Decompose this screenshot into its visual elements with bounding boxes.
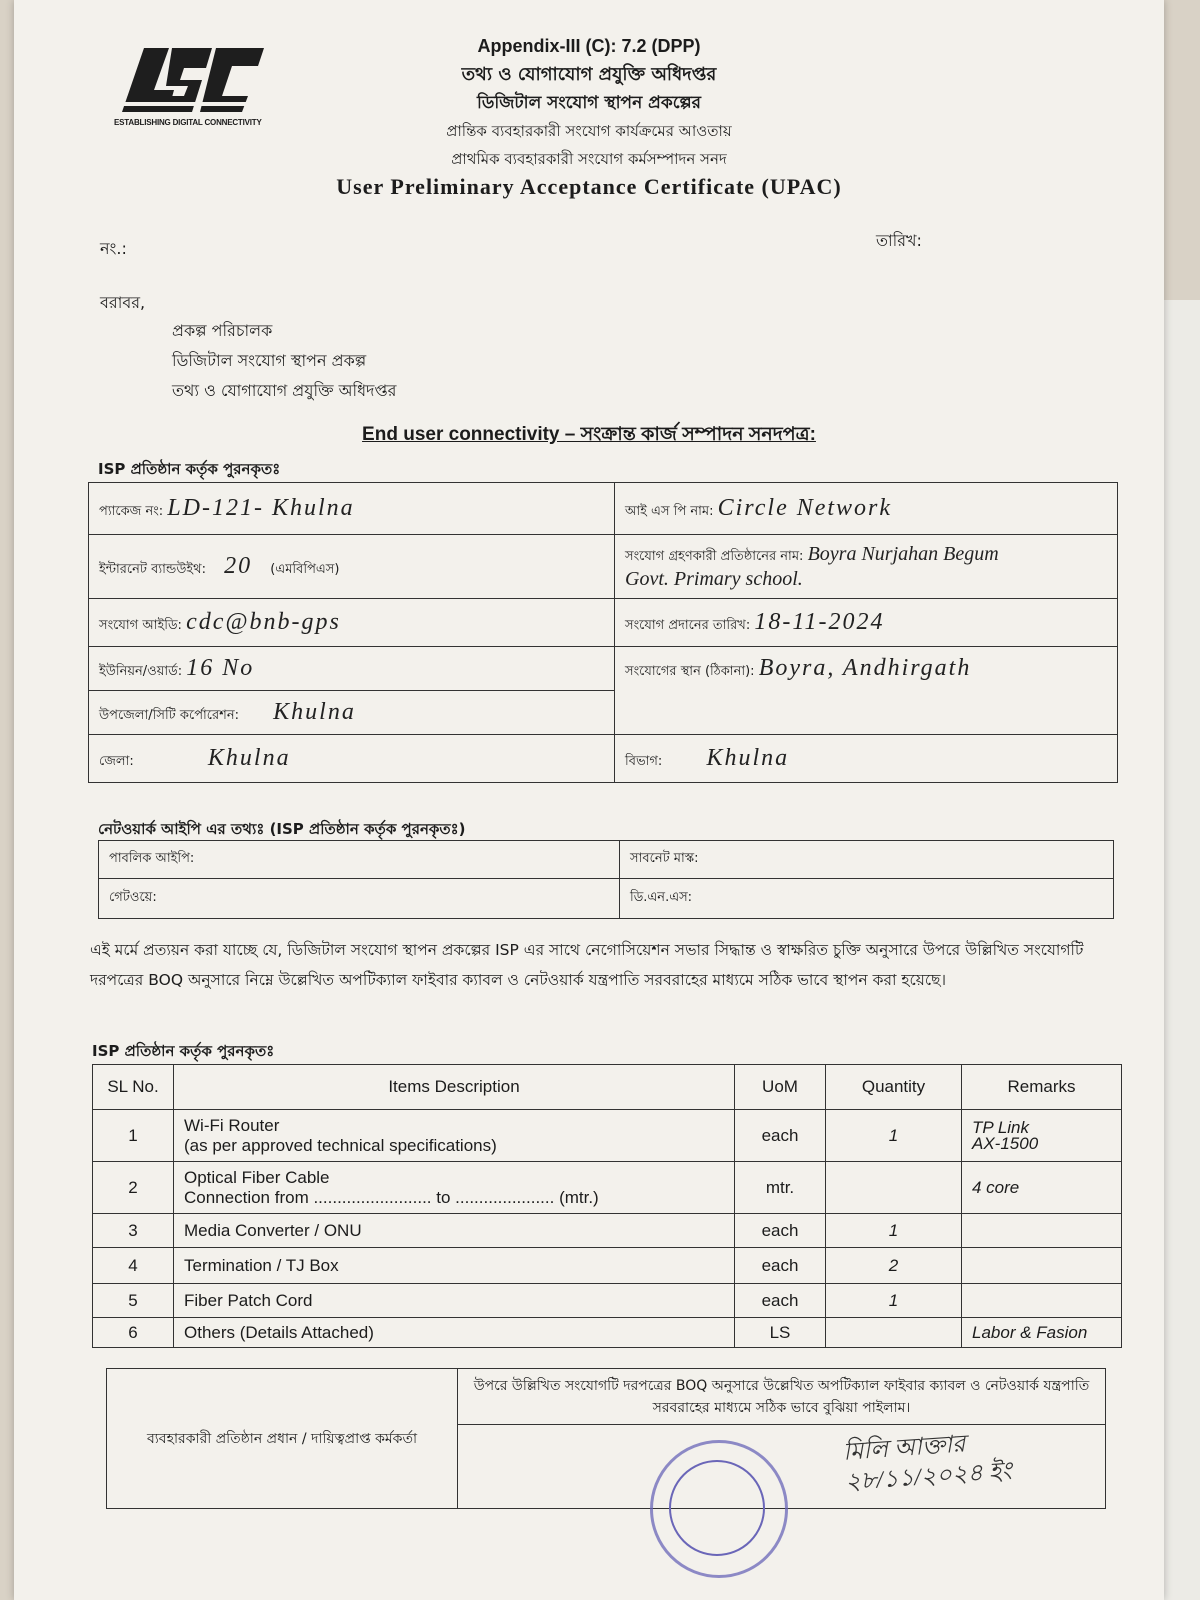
row-quantity: 1	[826, 1284, 962, 1318]
signature-date: ২৮/১১/২০২৪ ইং	[844, 1458, 1013, 1496]
row-quantity: 1	[826, 1110, 962, 1162]
recipient-cell	[615, 535, 1118, 599]
row-quantity	[826, 1318, 962, 1348]
ack-right-text-cell	[458, 1369, 1106, 1425]
connection-id-value: cdc@bnb-gps	[186, 608, 341, 635]
row-description	[174, 1162, 735, 1214]
district-cell	[89, 735, 615, 783]
row-remarks-line2: AX-1500	[972, 1133, 1039, 1153]
gateway-label: গেটওয়ে:	[109, 890, 157, 905]
number-label: নং.:	[100, 239, 127, 258]
row-remarks: Labor & Fasion	[962, 1318, 1122, 1348]
public-ip-label: পাবলিক আইপি:	[109, 851, 195, 866]
section-title: End user connectivity – সংক্রান্ত কার্জ সম্পাদন সনদপত্র:	[362, 424, 816, 445]
bandwidth-label: ইন্টারনেট ব্যান্ডউইথ:	[99, 561, 206, 577]
dns-cell	[620, 879, 1114, 919]
project-heading: ডিজিটাল সংযোগ স্থাপন প্রকল্পের	[476, 93, 702, 113]
district-label: জেলা:	[99, 753, 134, 769]
row-uom: each	[735, 1284, 826, 1318]
union-label: ইউনিয়ন/ওয়ার্ড:	[99, 663, 183, 679]
logo-tagline: ESTABLISHING DIGITAL CONNECTIVITY	[114, 118, 262, 127]
certification-paragraph: এই মর্মে প্রত্যয়ন করা যাচ্ছে যে, ডিজিটাল সংযোগ স্থাপন প্রকল্পের ISP এর সাথে নেগোসিয়েশন সভার সিদ্ধান্ত ও স্বাক্ষরিত চুক্তি অনুসারে উপরে উল্লিখিত সংযোগটি দরপত্রের BOQ অনুসারে নিম্নে উল্লেখিত অপটিক্যাল ফাইবার ক্যাবল ও নেটওয়ার্ক যন্ত্রপাতি সরবরাহের মাধ্যমে সঠিক ভাবে স্থাপন করা হয়েছে।	[90, 941, 1084, 989]
union-cell	[89, 647, 615, 691]
isp-name-label: আই এস পি নাম:	[625, 503, 714, 519]
table-row	[93, 1284, 1122, 1318]
row-description-line1: Wi-Fi Router	[184, 1115, 280, 1135]
row-quantity: 1	[826, 1214, 962, 1248]
subnet-cell	[620, 841, 1114, 879]
gateway-cell	[99, 879, 620, 919]
division-label: বিভাগ:	[625, 753, 663, 769]
date-label: তারিখ:	[876, 231, 922, 250]
subnet-label: সাবনেট মাস্ক:	[630, 851, 699, 866]
signature	[842, 1426, 1013, 1497]
row-uom: mtr.	[735, 1162, 826, 1214]
union-value: 16 No	[186, 654, 255, 681]
certificate-page	[14, 0, 1164, 1600]
row-sl: 4	[93, 1248, 174, 1284]
official-stamp-inner	[669, 1460, 765, 1556]
certificate-subheading: প্রাথমিক ব্যবহারকারী সংযোগ কর্মসম্পাদন সনদ	[451, 150, 727, 168]
row-quantity: 2	[826, 1248, 962, 1284]
network-info-title: নেটওয়ার্ক আইপি এর তথ্যঃ (ISP প্রতিষ্ঠান কর্তৃক পুরনকৃতঃ)	[98, 820, 466, 838]
addressee-line3: তথ্য ও যোগাযোগ প্রযুক্তি অধিদপ্তর	[172, 381, 397, 400]
row-remarks-line1: TP Link	[972, 1117, 1030, 1137]
row-uom: LS	[735, 1318, 826, 1348]
row-remarks	[962, 1248, 1122, 1284]
row-quantity	[826, 1162, 962, 1214]
connection-date-value: 18-11-2024	[754, 608, 885, 635]
table-row	[93, 1318, 1122, 1348]
bandwidth-unit: (এমবিপিএস)	[270, 561, 340, 577]
connection-date-cell	[615, 599, 1118, 647]
row-remarks	[962, 1284, 1122, 1318]
bandwidth-value: 20	[224, 552, 253, 579]
addressee-line1: প্রকল্প পরিচালক	[172, 321, 273, 340]
row-description: Media Converter / ONU	[174, 1214, 735, 1248]
package-label: প্যাকেজ নং:	[99, 503, 164, 519]
row-sl: 3	[93, 1214, 174, 1248]
items-header-row	[93, 1065, 1122, 1110]
row-description: Termination / TJ Box	[174, 1248, 735, 1284]
row-remarks	[962, 1110, 1122, 1162]
row-sl: 6	[93, 1318, 174, 1348]
items-table	[92, 1064, 1122, 1348]
items-filled-label: ISP প্রতিষ্ঠান কর্তৃক পুরনকৃতঃ	[92, 1042, 275, 1060]
package-cell	[89, 483, 615, 535]
connection-id-label: সংযোগ আইডি:	[99, 617, 182, 633]
isp-name-value: Circle Network	[717, 494, 893, 521]
division-cell	[615, 735, 1118, 783]
ack-left-cell	[107, 1369, 458, 1509]
row-remarks: 4 core	[962, 1162, 1122, 1214]
division-value: Khulna	[706, 744, 790, 771]
location-value: Boyra, Andhirgath	[758, 655, 972, 681]
certificate-title: User Preliminary Acceptance Certificate (UPAC)	[336, 174, 842, 199]
connection-info-table	[88, 482, 1118, 783]
header-remarks: Remarks	[962, 1065, 1122, 1110]
row-description-line2: Connection from ......................... to ..................... (mtr.)	[184, 1187, 599, 1207]
ack-left-label: ব্যবহারকারী প্রতিষ্ঠান প্রধান / দায়িত্বপ্রাপ্ত কর্মকর্তা	[146, 1430, 418, 1447]
header-uom: UoM	[735, 1065, 826, 1110]
row-sl: 5	[93, 1284, 174, 1318]
addressee-line2: ডিজিটাল সংযোগ স্থাপন প্রকল্প	[172, 351, 367, 370]
package-value: LD-121- Khulna	[167, 494, 355, 521]
bandwidth-cell	[89, 535, 615, 599]
isp-filled-label: ISP প্রতিষ্ঠান কর্তৃক পুরনকৃতঃ	[98, 460, 281, 478]
header-description: Items Description	[174, 1065, 735, 1110]
row-description: Fiber Patch Cord	[174, 1284, 735, 1318]
connection-id-cell	[89, 599, 615, 647]
row-sl: 2	[93, 1162, 174, 1214]
connection-date-label: সংযোগ প্রদানের তারিখ:	[625, 617, 751, 633]
row-uom: each	[735, 1214, 826, 1248]
network-info-table	[98, 840, 1114, 919]
upazila-label: উপজেলা/সিটি কর্পোরেশন:	[99, 707, 240, 723]
upazila-value: Khulna	[273, 698, 356, 725]
row-sl: 1	[93, 1110, 174, 1162]
appendix-heading: Appendix-III (C): 7.2 (DPP)	[477, 36, 701, 56]
header-quantity: Quantity	[826, 1065, 962, 1110]
row-remarks	[962, 1214, 1122, 1248]
row-uom: each	[735, 1110, 826, 1162]
row-description-line1: Optical Fiber Cable	[184, 1167, 330, 1187]
signature-name: মিলি আক্তার	[842, 1431, 967, 1466]
program-subheading: প্রান্তিক ব্যবহারকারী সংযোগ কার্যক্রমের আওতায়	[446, 122, 732, 140]
district-value: Khulna	[207, 744, 291, 771]
table-row	[93, 1248, 1122, 1284]
public-ip-cell	[99, 841, 620, 879]
table-row	[93, 1214, 1122, 1248]
row-uom: each	[735, 1248, 826, 1284]
row-description: Others (Details Attached)	[174, 1318, 735, 1348]
row-description-line2: (as per approved technical specifications)	[184, 1135, 497, 1155]
recipient-label: সংযোগ গ্রহণকারী প্রতিষ্ঠানের নাম:	[625, 548, 804, 564]
recipient-value-line2: Govt. Primary school.	[625, 567, 803, 590]
ack-right-text: উপরে উল্লিখিত সংযোগটি দরপত্রের BOQ অনুসারে উল্লেখিত অপটিক্যাল ফাইবার ক্যাবল ও নেটওয়ার্ক যন্ত্রপাতি সরবরাহের মাধ্যমে সঠিক ভাবে বুঝিয়া পাইলাম।	[473, 1377, 1090, 1416]
upazila-cell	[89, 691, 615, 735]
header-sl: SL No.	[93, 1065, 174, 1110]
table-row	[93, 1110, 1122, 1162]
location-label: সংযোগের স্থান (ঠিকানা):	[625, 664, 755, 679]
department-heading: তথ্য ও যোগাযোগ প্রযুক্তি অধিদপ্তর	[461, 64, 717, 85]
location-cell	[615, 647, 1118, 735]
addressee-to: বরাবর,	[100, 293, 146, 312]
recipient-value: Boyra Nurjahan Begum	[807, 542, 999, 565]
table-row	[93, 1162, 1122, 1214]
isp-name-cell	[615, 483, 1118, 535]
row-description	[174, 1110, 735, 1162]
dns-label: ডি.এন.এস:	[630, 890, 693, 905]
